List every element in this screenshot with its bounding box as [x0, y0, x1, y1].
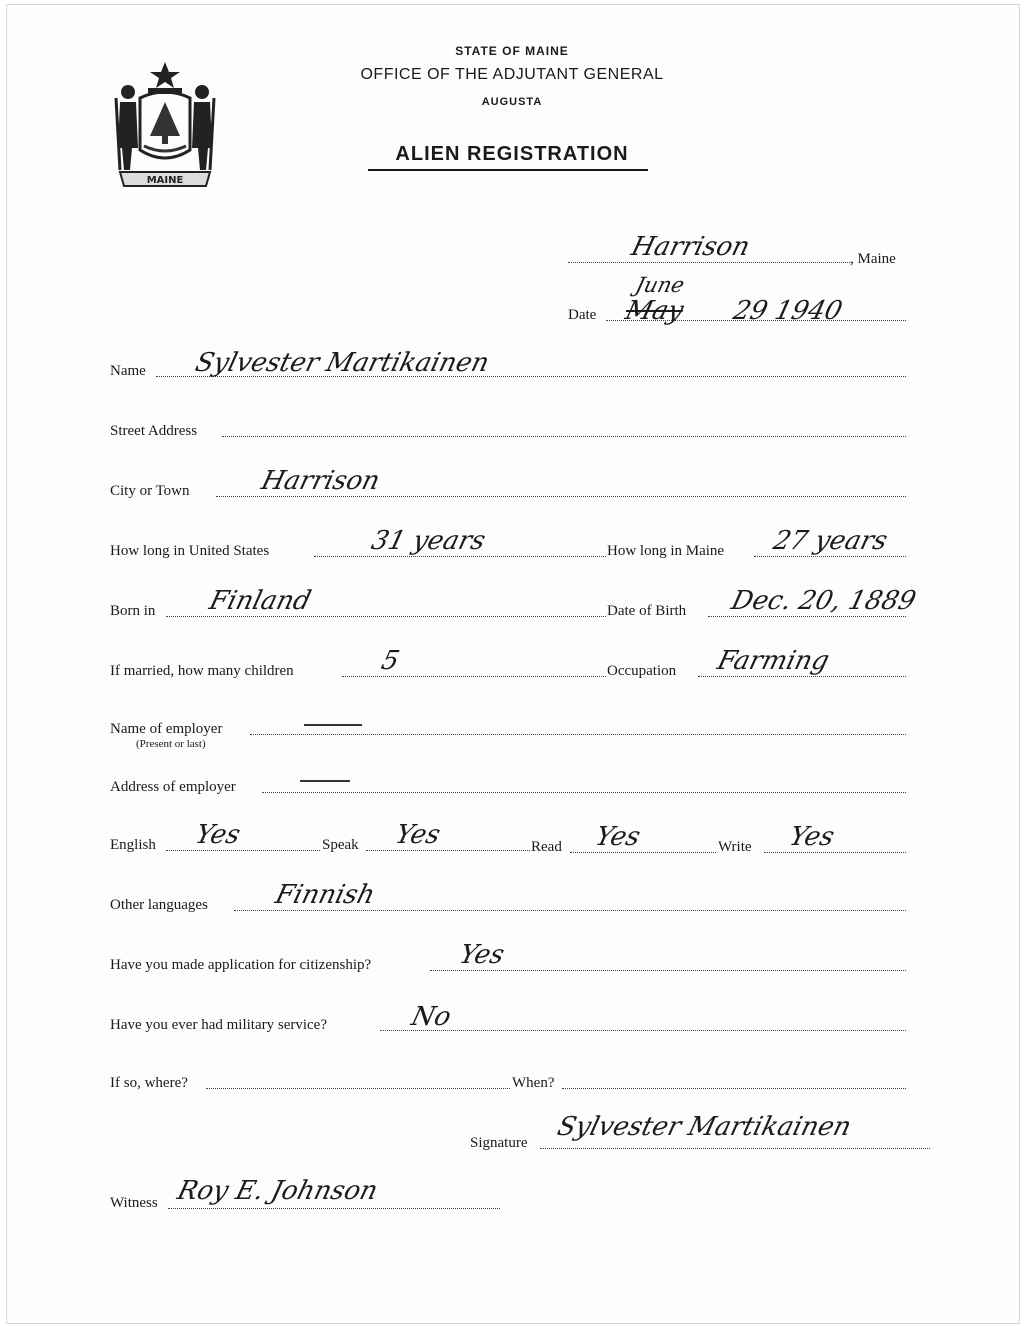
maine-label: , Maine [850, 251, 896, 267]
date-value: 29 1940 [730, 296, 846, 326]
years-maine-label: How long in Maine [607, 543, 725, 559]
street-label: Street Address [110, 423, 198, 439]
name-value: Sylvester Martikainen [192, 348, 493, 378]
employer-name-line [250, 734, 906, 735]
when-line [562, 1088, 906, 1089]
dob-value: Dec. 20, 1889 [728, 586, 919, 616]
years-maine-value: 27 years [770, 526, 891, 556]
date-month-correction: June [633, 273, 687, 297]
header-city: AUGUSTA [481, 96, 543, 108]
military-line [380, 1030, 906, 1031]
employer-name-note: (Present or last) [136, 738, 206, 750]
born-in-line [166, 616, 606, 617]
city-value: Harrison [258, 466, 383, 496]
write-value: Yes [786, 822, 838, 852]
born-in-label: Born in [110, 603, 156, 619]
where-line [206, 1088, 510, 1089]
city-label: City or Town [110, 483, 190, 499]
city-line [216, 496, 906, 497]
other-languages-value: Finnish [272, 880, 378, 910]
when-label: When? [512, 1075, 555, 1091]
employer-name-dash [304, 724, 362, 726]
street-line [222, 436, 906, 437]
dob-label: Date of Birth [607, 603, 687, 619]
date-label: Date [568, 307, 597, 323]
occupation-value: Farming [714, 646, 833, 676]
seal-banner-text: MAINE [146, 175, 184, 186]
dob-line [708, 616, 906, 617]
citizenship-label: Have you made application for citizenship? [110, 957, 372, 973]
years-us-label: How long in United States [110, 543, 270, 559]
where-label: If so, where? [110, 1075, 188, 1091]
other-languages-line [234, 910, 906, 911]
english-label: English [110, 837, 156, 853]
read-label: Read [531, 839, 562, 855]
children-value: 5 [378, 646, 403, 676]
years-maine-line [754, 556, 906, 557]
occupation-label: Occupation [607, 663, 677, 679]
speak-value: Yes [392, 820, 444, 850]
write-line [764, 852, 906, 853]
english-value: Yes [192, 820, 244, 850]
english-line [166, 850, 320, 851]
other-languages-label: Other languages [110, 897, 208, 913]
years-us-line [314, 556, 606, 557]
speak-line [366, 850, 530, 851]
read-value: Yes [592, 822, 644, 852]
write-label: Write [718, 839, 752, 855]
date-month-struck: May [622, 296, 687, 326]
name-label: Name [110, 363, 146, 379]
place-value: Harrison [628, 232, 753, 262]
title-underline [368, 169, 648, 171]
place-line [568, 262, 850, 263]
speak-label: Speak [322, 837, 359, 853]
years-us-value: 31 years [368, 526, 489, 556]
citizenship-value: Yes [456, 940, 508, 970]
children-line [342, 676, 606, 677]
header-office: OFFICE OF THE ADJUTANT GENERAL [360, 66, 664, 83]
employer-address-label: Address of employer [110, 779, 236, 795]
form-title: ALIEN REGISTRATION [395, 143, 629, 165]
signature-label: Signature [470, 1135, 528, 1151]
born-in-value: Finland [206, 586, 315, 616]
witness-label: Witness [110, 1195, 158, 1211]
military-value: No [408, 1002, 455, 1032]
employer-address-line [262, 792, 906, 793]
employer-name-label: Name of employer [110, 721, 223, 737]
header-state: STATE OF MAINE [455, 44, 569, 58]
occupation-line [698, 676, 906, 677]
employer-address-dash [300, 780, 350, 782]
military-label: Have you ever had military service? [110, 1017, 327, 1033]
children-label: If married, how many children [110, 663, 294, 679]
citizenship-line [430, 970, 906, 971]
read-line [570, 852, 716, 853]
signature-value: Sylvester Martikainen [554, 1112, 855, 1142]
signature-line [540, 1148, 930, 1149]
witness-line [168, 1208, 500, 1209]
witness-value: Roy E. Johnson [174, 1176, 381, 1206]
